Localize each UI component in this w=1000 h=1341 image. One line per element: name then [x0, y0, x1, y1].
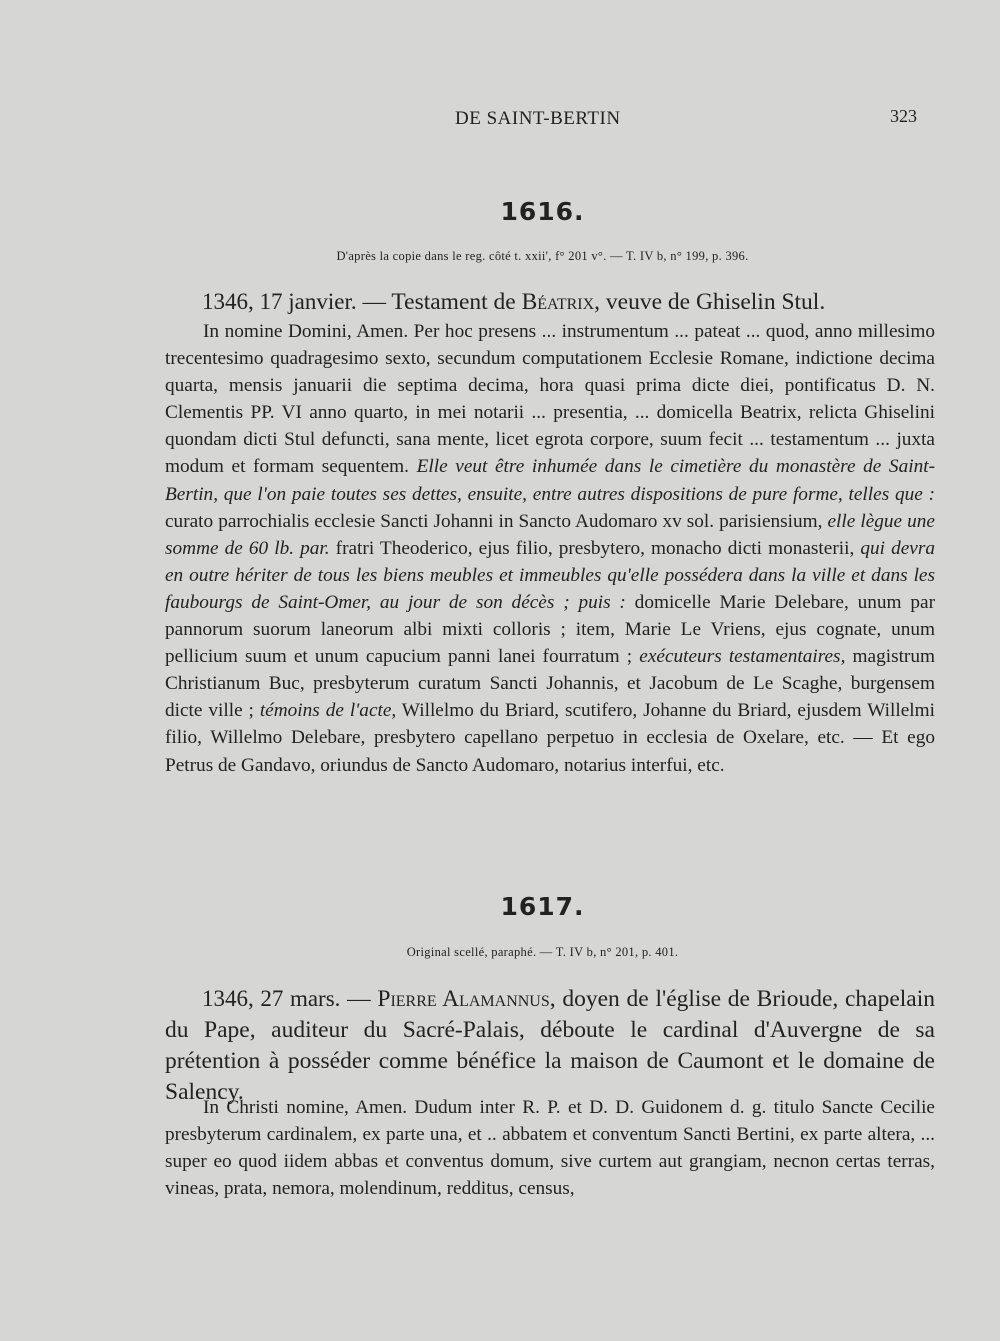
- latin-text: magistrum Christianum Buc, presbyterum curatum Sancti Johannis, et Jacobum de Le Scaghe, burgensem dicte ville ;: [165, 646, 935, 722]
- french-summary: elle lègue une somme de 60 lb. par.: [165, 510, 935, 559]
- entry-heading-1616: [165, 286, 935, 318]
- french-summary: exécuteurs testamentaires,: [639, 646, 846, 668]
- entry-number-1616: 1616.: [500, 197, 585, 226]
- entry-body-1617: [165, 1094, 935, 1202]
- running-head: [0, 108, 1000, 132]
- french-summary: témoins de l'acte,: [259, 700, 397, 722]
- source-note-1616: D'après la copie dans le reg. côté t. xxii', f° 201 v°. — T. IV b, n° 199, p. 396.: [336, 249, 749, 263]
- latin-text: Willelmo du Briard, scutifero, Johanne du Briard, ejusdem Willelmi filio, Willelmo Delebare, presbytero capellano perpetuo in ecclesia de Oxelare, etc. — Et ego Petrus de Gandavo, oriundus de Sancto Audomaro, notarius interfui, etc.: [165, 700, 935, 776]
- heading-date: 1346, 17 janvier.: [202, 289, 357, 314]
- page-number: 323: [890, 106, 917, 126]
- heading-text: , doyen de l'église de Brioude, chapelain du Pape, auditeur du Sacré-Palais, déboute le cardinal d'Auvergne de sa prétention à posséder comme bénéfice la maison de Caumont et le domaine de Salency.: [165, 986, 936, 1105]
- source-note-1617: Original scellé, paraphé. — T. IV b, n° 201, p. 401.: [406, 945, 679, 959]
- heading-name: Béatrix: [521, 289, 595, 315]
- latin-text: In nomine Domini, Amen. Per hoc presens ... instrumentum ... pateat ... quod, anno millesimo trecentesimo quadragesimo sexto, secundum computationem Ecclesie Romane, indictione decima quarta, mensis januarii die septima decima, hora quasi prima dicte diei, pontificatus D. N. Clementis PP. VI anno quarto, in mei notarii ... presentia, ... domicella Beatrix, relicta Ghiselini quondam dicti Stul defuncti, sana mente, licet egrota corpore, suum fecit ... testamentum ... juxta modum et formam sequentem.: [165, 321, 935, 478]
- heading-dash: —: [356, 289, 392, 315]
- latin-text: In Christi nomine, Amen. Dudum inter R. P. et D. D. Guidonem d. g. titulo Sancte Cecilie presbyterum cardinalem, ex parte una, et .. abbatem et conventum Sancti Bertini, ex parte altera, ... super eo quod iidem abbas et conventus domum, sive curtem aut grangiam, necnon certas terras, vineas, prata, nemora, molendinum, redditus, census,: [165, 1097, 935, 1200]
- heading-date: 1346, 27 mars.: [202, 986, 341, 1011]
- heading-text: , veuve de Ghiselin Stul.: [594, 289, 826, 315]
- latin-text: domicelle Marie Delebare, unum par pannorum suorum laneorum albi mixti colloris ; item, Marie Le Vriens, ejus cognate, unum pellicium suum et unum capucium panni lanei fourratum ;: [165, 591, 935, 668]
- latin-text: fratri Theoderico, ejus filio, presbytero, monacho dicti monasterii,: [329, 537, 861, 559]
- french-summary: Elle veut être inhumée dans le cimetière du monastère de Saint-Bertin, que l'on paie toutes ses dettes, ensuite, entre autres dispositions de pure forme, telles que :: [165, 456, 935, 505]
- entry-body-1616: [165, 318, 935, 779]
- entry-heading-1617: [165, 983, 935, 1108]
- heading-dash: —: [340, 986, 378, 1012]
- french-summary: qui devra en outre hériter de tous les biens meubles et immeubles qu'elle possédera dans la ville et dans les faubourgs de Saint-Omer, au jour de son décès ; puis :: [165, 537, 935, 613]
- heading-name: Pierre Alamannus: [377, 986, 550, 1012]
- latin-text: curato parrochialis ecclesie Sancti Johanni in Sancto Audomaro xv sol. parisiensium,: [165, 510, 828, 532]
- heading-text: Testament de: [391, 289, 522, 315]
- running-title: DE SAINT-BERTIN: [455, 108, 621, 129]
- entry-number-1617: 1617.: [500, 892, 585, 921]
